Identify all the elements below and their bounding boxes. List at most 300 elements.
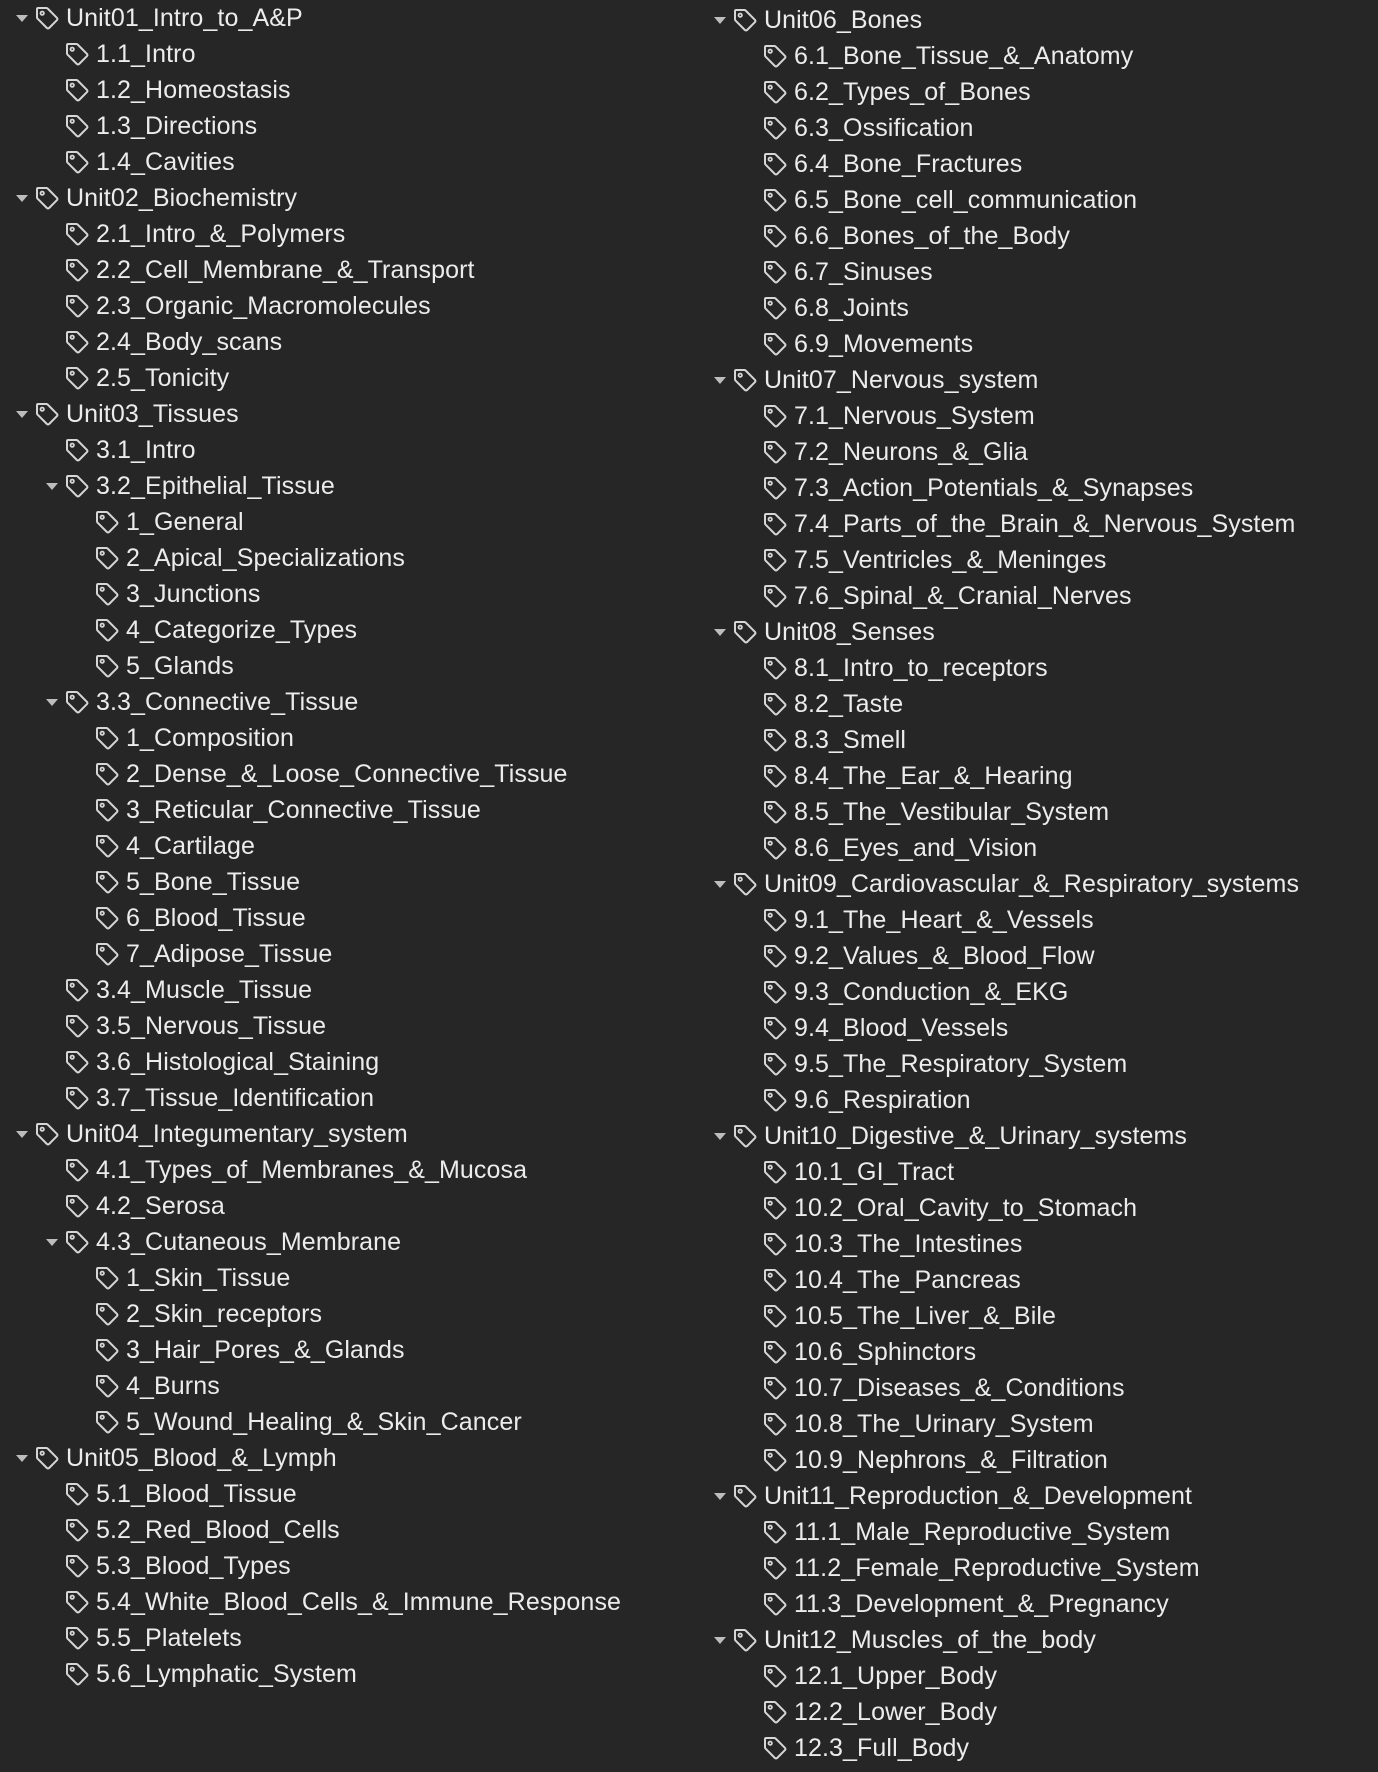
tag-row-9-6-respiration[interactable]	[738, 1082, 971, 1118]
tag-label: 4.3_Cutaneous_Membrane	[96, 1228, 402, 1256]
tag-icon	[34, 1440, 64, 1476]
tag-label: 5.2_Red_Blood_Cells	[96, 1516, 340, 1544]
tag-row-9-3-conduction-and-ekg[interactable]	[738, 974, 1068, 1010]
tag-label: 10.4_The_Pancreas	[794, 1266, 1021, 1294]
tag-icon	[64, 216, 94, 252]
tag-label: 10.2_Oral_Cavity_to_Stomach	[794, 1194, 1138, 1222]
chevron-down-icon[interactable]	[40, 468, 64, 504]
tag-label: 3.5_Nervous_Tissue	[96, 1012, 327, 1040]
tag-label: 7_Adipose_Tissue	[126, 940, 333, 968]
tag-icon	[762, 1226, 792, 1262]
tag-row-4-3-cutaneous-membrane[interactable]	[40, 1224, 401, 1260]
tag-row-12-2-lower-body[interactable]	[738, 1694, 997, 1730]
tag-row-6-6-bones-of-the-body[interactable]	[738, 218, 1070, 254]
tag-icon	[64, 684, 94, 720]
chevron-down-icon[interactable]	[708, 362, 732, 398]
tag-row-2-3-organic-macromolecules[interactable]	[40, 288, 431, 324]
tag-icon	[34, 180, 64, 216]
tag-icon	[762, 74, 792, 110]
tag-label: 6.3_Ossification	[794, 114, 974, 142]
tag-row-7-3-action-potentials-and-synapses[interactable]	[738, 470, 1193, 506]
tag-row-4-burns[interactable]	[70, 1368, 220, 1404]
chevron-down-icon[interactable]	[10, 180, 34, 216]
tag-label: 7.2_Neurons_&_Glia	[794, 438, 1028, 466]
tag-icon	[762, 434, 792, 470]
tag-label: 9.1_The_Heart_&_Vessels	[794, 906, 1094, 934]
tag-icon	[762, 182, 792, 218]
tag-label: 1.4_Cavities	[96, 148, 235, 176]
tag-icon	[94, 792, 124, 828]
tag-row-2-4-body-scans[interactable]	[40, 324, 282, 360]
tag-label: 7.4_Parts_of_the_Brain_&_Nervous_System	[794, 510, 1296, 538]
tag-icon	[64, 36, 94, 72]
tag-icon	[762, 1262, 792, 1298]
tag-icon	[762, 1298, 792, 1334]
tag-label: 10.5_The_Liver_&_Bile	[794, 1302, 1056, 1330]
tag-label: 3.2_Epithelial_Tissue	[96, 472, 335, 500]
tag-icon	[94, 900, 124, 936]
tag-icon	[34, 0, 64, 36]
tag-row-8-1-intro-to-receptors[interactable]	[738, 650, 1048, 686]
tag-row-6-7-sinuses[interactable]	[738, 254, 933, 290]
tag-icon	[94, 720, 124, 756]
tag-icon	[64, 1512, 94, 1548]
tag-label: 4_Burns	[126, 1372, 220, 1400]
tag-icon	[94, 1296, 124, 1332]
tag-icon	[762, 902, 792, 938]
tag-row-unit12-muscles-of-the-body[interactable]	[708, 1622, 1096, 1658]
tag-icon	[762, 1010, 792, 1046]
tag-icon	[64, 1620, 94, 1656]
tag-row-6-8-joints[interactable]	[738, 290, 909, 326]
tag-row-4-2-serosa[interactable]	[40, 1188, 225, 1224]
tag-icon	[762, 974, 792, 1010]
tag-label: 12.2_Lower_Body	[794, 1698, 998, 1726]
tag-row-10-2-oral-cavity-to-stomach[interactable]	[738, 1190, 1137, 1226]
chevron-down-icon[interactable]	[40, 684, 64, 720]
chevron-down-icon[interactable]	[708, 1622, 732, 1658]
tag-label: 5_Wound_Healing_&_Skin_Cancer	[126, 1408, 522, 1436]
chevron-down-icon[interactable]	[708, 1478, 732, 1514]
tag-label: 5_Glands	[126, 652, 234, 680]
tag-row-8-3-smell[interactable]	[738, 722, 906, 758]
tag-row-1-skin-tissue[interactable]	[70, 1260, 290, 1296]
tag-label: 11.3_Development_&_Pregnancy	[794, 1590, 1169, 1618]
tag-row-1-2-homeostasis[interactable]	[40, 72, 291, 108]
tag-label: Unit05_Blood_&_Lymph	[66, 1444, 337, 1472]
tag-row-1-3-directions[interactable]	[40, 108, 257, 144]
tag-icon	[64, 1584, 94, 1620]
tag-label: 2_Apical_Specializations	[126, 544, 405, 572]
tag-icon	[732, 1478, 762, 1514]
tag-icon	[732, 1622, 762, 1658]
tag-icon	[762, 1406, 792, 1442]
tag-icon	[762, 938, 792, 974]
tag-icon	[762, 722, 792, 758]
tag-label: 10.8_The_Urinary_System	[794, 1410, 1094, 1438]
tag-icon	[94, 612, 124, 648]
tag-row-1-1-intro[interactable]	[40, 36, 196, 72]
chevron-down-icon[interactable]	[708, 866, 732, 902]
tag-label: 6.1_Bone_Tissue_&_Anatomy	[794, 42, 1134, 70]
tag-row-3-2-epithelial-tissue[interactable]	[40, 468, 335, 504]
tag-label: 8.1_Intro_to_receptors	[794, 654, 1048, 682]
tag-icon	[64, 1476, 94, 1512]
tag-row-3-6-histological-staining[interactable]	[40, 1044, 379, 1080]
tag-row-5-2-red-blood-cells[interactable]	[40, 1512, 340, 1548]
tag-icon	[64, 360, 94, 396]
tag-icon	[762, 506, 792, 542]
tag-label: 11.2_Female_Reproductive_System	[794, 1554, 1200, 1582]
tag-icon	[64, 1044, 94, 1080]
tag-row-10-5-the-liver-and-bile[interactable]	[738, 1298, 1056, 1334]
tag-icon	[64, 1656, 94, 1692]
tag-label: 3.1_Intro	[96, 436, 196, 464]
tag-icon	[762, 326, 792, 362]
tag-label: 12.3_Full_Body	[794, 1734, 970, 1762]
tag-label: 9.2_Values_&_Blood_Flow	[794, 942, 1095, 970]
tag-row-5-glands[interactable]	[70, 648, 234, 684]
tag-icon	[762, 1046, 792, 1082]
tag-label: 6.6_Bones_of_the_Body	[794, 222, 1070, 250]
tag-row-3-4-muscle-tissue[interactable]	[40, 972, 312, 1008]
tag-label: 10.3_The_Intestines	[794, 1230, 1023, 1258]
tag-row-3-reticular-connective-tissue[interactable]	[70, 792, 481, 828]
tag-icon	[94, 864, 124, 900]
tag-label: 8.2_Taste	[794, 690, 904, 718]
tag-icon	[94, 540, 124, 576]
chevron-down-icon[interactable]	[708, 1118, 732, 1154]
tag-label: 3_Reticular_Connective_Tissue	[126, 796, 481, 824]
tag-icon	[762, 110, 792, 146]
tag-label: 5_Bone_Tissue	[126, 868, 301, 896]
tag-icon	[762, 1730, 792, 1766]
tag-icon	[64, 108, 94, 144]
tag-label: 3.6_Histological_Staining	[96, 1048, 380, 1076]
tag-icon	[762, 758, 792, 794]
chevron-down-icon[interactable]	[10, 396, 34, 432]
tag-row-11-2-female-reproductive-system[interactable]	[738, 1550, 1200, 1586]
tag-row-6-2-types-of-bones[interactable]	[738, 74, 1031, 110]
tag-icon	[94, 576, 124, 612]
tag-label: 2.2_Cell_Membrane_&_Transport	[96, 256, 475, 284]
tag-icon	[762, 830, 792, 866]
tag-row-10-6-sphinctors[interactable]	[738, 1334, 976, 1370]
chevron-down-icon[interactable]	[40, 1224, 64, 1260]
tag-label: Unit04_Integumentary_system	[66, 1120, 408, 1148]
tag-icon	[94, 1260, 124, 1296]
tag-label: 5.1_Blood_Tissue	[96, 1480, 297, 1508]
tag-row-4-categorize-types[interactable]	[70, 612, 357, 648]
tag-icon	[762, 1586, 792, 1622]
tag-row-7-2-neurons-and-glia[interactable]	[738, 434, 1028, 470]
tag-row-6-1-bone-tissue-and-anatomy[interactable]	[738, 38, 1133, 74]
tag-label: 6.2_Types_of_Bones	[794, 78, 1031, 106]
tag-row-5-3-blood-types[interactable]	[40, 1548, 291, 1584]
tag-label: 3.4_Muscle_Tissue	[96, 976, 313, 1004]
tag-label: 4_Categorize_Types	[126, 616, 358, 644]
tag-icon	[762, 1514, 792, 1550]
tag-icon	[64, 72, 94, 108]
tag-icon	[94, 756, 124, 792]
tag-label: Unit11_Reproduction_&_Development	[764, 1482, 1193, 1510]
tag-label: Unit02_Biochemistry	[66, 184, 298, 212]
tag-label: 6.5_Bone_cell_communication	[794, 186, 1138, 214]
tag-row-unit09-cardiovascular-and-respiratory-systems[interactable]	[708, 866, 1299, 902]
tag-label: 2.5_Tonicity	[96, 364, 230, 392]
tag-row-8-5-the-vestibular-system[interactable]	[738, 794, 1109, 830]
tag-icon	[94, 504, 124, 540]
tag-label: 6_Blood_Tissue	[126, 904, 306, 932]
tag-row-3-hair-pores-and-glands[interactable]	[70, 1332, 405, 1368]
tag-row-unit10-digestive-and-urinary-systems[interactable]	[708, 1118, 1187, 1154]
tag-icon	[762, 398, 792, 434]
tag-row-11-3-development-and-pregnancy[interactable]	[738, 1586, 1169, 1622]
tag-label: 3_Hair_Pores_&_Glands	[126, 1336, 405, 1364]
tag-row-7-1-nervous-system[interactable]	[738, 398, 1035, 434]
tag-row-6-blood-tissue[interactable]	[70, 900, 306, 936]
tag-label: 1.3_Directions	[96, 112, 258, 140]
tag-label: 2_Skin_receptors	[126, 1300, 323, 1328]
tag-label: 7.5_Ventricles_&_Meninges	[794, 546, 1107, 574]
tag-icon	[762, 1154, 792, 1190]
tag-label: 6.8_Joints	[794, 294, 909, 322]
tag-row-8-2-taste[interactable]	[738, 686, 903, 722]
tag-label: Unit01_Intro_to_A&P	[66, 4, 303, 32]
tag-row-6-9-movements[interactable]	[738, 326, 973, 362]
tag-label: 7.6_Spinal_&_Cranial_Nerves	[794, 582, 1132, 610]
tag-icon	[94, 648, 124, 684]
tag-label: 2.1_Intro_&_Polymers	[96, 220, 346, 248]
tag-label: 8.3_Smell	[794, 726, 907, 754]
chevron-down-icon[interactable]	[10, 1116, 34, 1152]
tag-icon	[94, 936, 124, 972]
tag-label: Unit09_Cardiovascular_&_Respiratory_systems	[764, 870, 1300, 898]
tag-row-1-4-cavities[interactable]	[40, 144, 235, 180]
tag-row-10-4-the-pancreas[interactable]	[738, 1262, 1021, 1298]
chevron-down-icon[interactable]	[708, 614, 732, 650]
chevron-down-icon[interactable]	[10, 1440, 34, 1476]
tag-row-unit01-intro-to-aandp[interactable]	[10, 0, 303, 36]
tag-row-7-4-parts-of-the-brain-and-nervous-system[interactable]	[738, 506, 1295, 542]
tag-row-5-6-lymphatic-system[interactable]	[40, 1656, 357, 1692]
tag-label: 11.1_Male_Reproductive_System	[794, 1518, 1171, 1546]
tag-row-2-skin-receptors[interactable]	[70, 1296, 322, 1332]
tag-label: 2.4_Body_scans	[96, 328, 283, 356]
tag-row-9-4-blood-vessels[interactable]	[738, 1010, 1008, 1046]
tag-icon	[762, 578, 792, 614]
tag-icon	[64, 144, 94, 180]
tag-label: 3.3_Connective_Tissue	[96, 688, 359, 716]
tag-row-2-2-cell-membrane-and-transport[interactable]	[40, 252, 475, 288]
tag-label: Unit10_Digestive_&_Urinary_systems	[764, 1122, 1188, 1150]
tag-label: 10.6_Sphinctors	[794, 1338, 977, 1366]
tag-icon	[64, 432, 94, 468]
tag-label: 10.7_Diseases_&_Conditions	[794, 1374, 1125, 1402]
tag-label: 10.1_GI_Tract	[794, 1158, 955, 1186]
tag-label: 4.2_Serosa	[96, 1192, 225, 1220]
tag-icon	[732, 2, 762, 38]
tag-row-6-4-bone-fractures[interactable]	[738, 146, 1022, 182]
chevron-down-icon[interactable]	[10, 0, 34, 36]
tag-icon	[762, 146, 792, 182]
tag-icon	[34, 396, 64, 432]
tag-label: 6.9_Movements	[794, 330, 974, 358]
tag-row-10-7-diseases-and-conditions[interactable]	[738, 1370, 1125, 1406]
tag-row-unit05-blood-and-lymph[interactable]	[10, 1440, 337, 1476]
tag-row-7-5-ventricles-and-meninges[interactable]	[738, 542, 1106, 578]
tag-row-7-adipose-tissue[interactable]	[70, 936, 332, 972]
tag-label: Unit12_Muscles_of_the_body	[764, 1626, 1096, 1654]
tag-row-11-1-male-reproductive-system[interactable]	[738, 1514, 1170, 1550]
tag-row-6-3-ossification[interactable]	[738, 110, 973, 146]
tag-icon	[34, 1116, 64, 1152]
tag-row-1-composition[interactable]	[70, 720, 294, 756]
tag-label: 3.7_Tissue_Identification	[96, 1084, 375, 1112]
tag-label: 5.5_Platelets	[96, 1624, 242, 1652]
tag-row-1-general[interactable]	[70, 504, 244, 540]
tag-label: 6.4_Bone_Fractures	[794, 150, 1023, 178]
tag-row-8-4-the-ear-and-hearing[interactable]	[738, 758, 1073, 794]
tag-row-8-6-eyes-and-vision[interactable]	[738, 830, 1037, 866]
tag-row-3-5-nervous-tissue[interactable]	[40, 1008, 326, 1044]
tag-label: Unit08_Senses	[764, 618, 935, 646]
tag-row-4-cartilage[interactable]	[70, 828, 255, 864]
tag-row-4-1-types-of-membranes-and-mucosa[interactable]	[40, 1152, 527, 1188]
tag-label: 12.1_Upper_Body	[794, 1662, 998, 1690]
tag-icon	[64, 324, 94, 360]
tag-row-5-1-blood-tissue[interactable]	[40, 1476, 297, 1512]
tag-row-unit08-senses[interactable]	[708, 614, 935, 650]
tag-icon	[732, 866, 762, 902]
tag-row-3-7-tissue-identification[interactable]	[40, 1080, 374, 1116]
tag-row-10-3-the-intestines[interactable]	[738, 1226, 1022, 1262]
tag-row-5-bone-tissue[interactable]	[70, 864, 300, 900]
tag-icon	[94, 1404, 124, 1440]
tag-icon	[94, 828, 124, 864]
tag-icon	[64, 468, 94, 504]
chevron-down-icon[interactable]	[708, 2, 732, 38]
tag-icon	[762, 1550, 792, 1586]
tag-label: 2.3_Organic_Macromolecules	[96, 292, 431, 320]
tag-icon	[762, 794, 792, 830]
tag-label: 8.4_The_Ear_&_Hearing	[794, 762, 1073, 790]
tag-icon	[64, 288, 94, 324]
tag-icon	[64, 1008, 94, 1044]
tag-icon	[762, 254, 792, 290]
tag-label: 1_Composition	[126, 724, 295, 752]
tag-icon	[732, 362, 762, 398]
tag-label: 1.1_Intro	[96, 40, 196, 68]
tag-label: 9.6_Respiration	[794, 1086, 971, 1114]
tag-row-unit04-integumentary-system[interactable]	[10, 1116, 408, 1152]
tag-icon	[64, 1152, 94, 1188]
tag-icon	[762, 1658, 792, 1694]
tag-label: 3_Junctions	[126, 580, 261, 608]
tag-label: 1_General	[126, 508, 244, 536]
tag-icon	[762, 1694, 792, 1730]
tag-icon	[732, 1118, 762, 1154]
tag-label: 1_Skin_Tissue	[126, 1264, 291, 1292]
tag-row-5-5-platelets[interactable]	[40, 1620, 242, 1656]
tag-label: 8.5_The_Vestibular_System	[794, 798, 1110, 826]
tag-icon	[94, 1368, 124, 1404]
tag-icon	[762, 1334, 792, 1370]
tag-row-12-3-full-body[interactable]	[738, 1730, 969, 1766]
tag-label: 7.1_Nervous_System	[794, 402, 1035, 430]
tag-row-10-8-the-urinary-system[interactable]	[738, 1406, 1094, 1442]
tag-label: 9.5_The_Respiratory_System	[794, 1050, 1128, 1078]
tag-row-3-junctions[interactable]	[70, 576, 261, 612]
tag-label: Unit03_Tissues	[66, 400, 239, 428]
tag-icon	[762, 650, 792, 686]
tag-icon	[762, 1082, 792, 1118]
tag-icon	[762, 38, 792, 74]
tag-row-3-1-intro[interactable]	[40, 432, 196, 468]
tag-row-6-5-bone-cell-communication[interactable]	[738, 182, 1137, 218]
tag-label: 5.4_White_Blood_Cells_&_Immune_Response	[96, 1588, 622, 1616]
tag-row-unit07-nervous-system[interactable]	[708, 362, 1038, 398]
tag-row-10-9-nephrons-and-filtration[interactable]	[738, 1442, 1108, 1478]
tag-label: 1.2_Homeostasis	[96, 76, 291, 104]
tag-row-unit03-tissues[interactable]	[10, 396, 239, 432]
tag-label: 7.3_Action_Potentials_&_Synapses	[794, 474, 1194, 502]
tag-row-2-dense-and-loose-connective-tissue[interactable]	[70, 756, 568, 792]
tag-row-unit06-bones[interactable]	[708, 2, 922, 38]
tag-label: 2_Dense_&_Loose_Connective_Tissue	[126, 760, 568, 788]
tag-row-9-2-values-and-blood-flow[interactable]	[738, 938, 1095, 974]
tag-row-10-1-gi-tract[interactable]	[738, 1154, 954, 1190]
tag-row-9-5-the-respiratory-system[interactable]	[738, 1046, 1127, 1082]
tag-icon	[762, 1190, 792, 1226]
tag-icon	[762, 218, 792, 254]
tag-row-5-4-white-blood-cells-and-immune-response[interactable]	[40, 1584, 621, 1620]
tag-row-2-5-tonicity[interactable]	[40, 360, 229, 396]
tag-icon	[762, 542, 792, 578]
tag-row-unit11-reproduction-and-development[interactable]	[708, 1478, 1192, 1514]
tag-row-unit02-biochemistry[interactable]	[10, 180, 297, 216]
tag-label: 5.3_Blood_Types	[96, 1552, 291, 1580]
tag-icon	[64, 972, 94, 1008]
tag-label: 10.9_Nephrons_&_Filtration	[794, 1446, 1108, 1474]
tag-row-7-6-spinal-and-cranial-nerves[interactable]	[738, 578, 1132, 614]
tag-row-9-1-the-heart-and-vessels[interactable]	[738, 902, 1094, 938]
tag-row-2-1-intro-and-polymers[interactable]	[40, 216, 345, 252]
tag-icon	[64, 1188, 94, 1224]
tag-label: 4_Cartilage	[126, 832, 255, 860]
tag-icon	[762, 290, 792, 326]
tag-icon	[762, 686, 792, 722]
tag-label: 8.6_Eyes_and_Vision	[794, 834, 1038, 862]
tag-row-3-3-connective-tissue[interactable]	[40, 684, 358, 720]
tag-label: Unit07_Nervous_system	[764, 366, 1039, 394]
tag-label: 9.4_Blood_Vessels	[794, 1014, 1009, 1042]
tag-icon	[94, 1332, 124, 1368]
tag-icon	[762, 1370, 792, 1406]
tag-icon	[64, 252, 94, 288]
tag-icon	[762, 470, 792, 506]
tag-row-2-apical-specializations[interactable]	[70, 540, 405, 576]
tag-label: 9.3_Conduction_&_EKG	[794, 978, 1069, 1006]
tag-icon	[64, 1224, 94, 1260]
tag-row-5-wound-healing-and-skin-cancer[interactable]	[70, 1404, 522, 1440]
tag-icon	[732, 614, 762, 650]
tag-label: Unit06_Bones	[764, 6, 923, 34]
tag-label: 6.7_Sinuses	[794, 258, 933, 286]
tag-label: 5.6_Lymphatic_System	[96, 1660, 357, 1688]
tag-icon	[762, 1442, 792, 1478]
tag-row-12-1-upper-body[interactable]	[738, 1658, 997, 1694]
